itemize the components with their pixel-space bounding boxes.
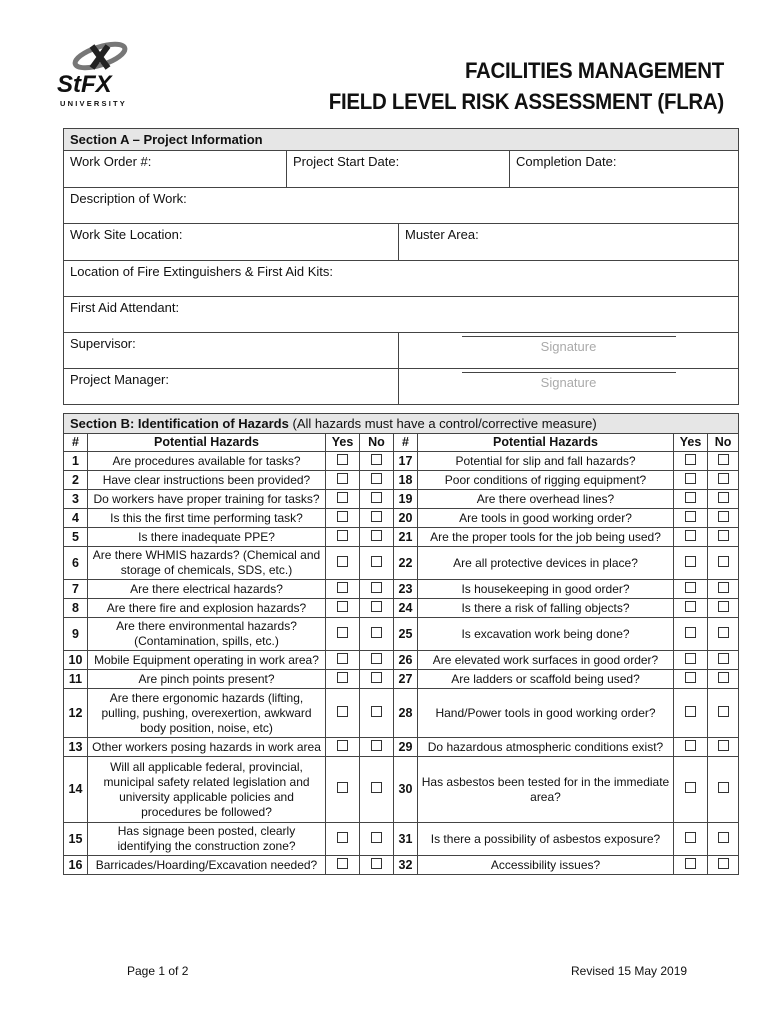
hazard-row bbox=[64, 618, 739, 651]
no-checkbox[interactable] bbox=[718, 627, 729, 638]
no-checkbox[interactable] bbox=[371, 858, 382, 869]
yes-cell bbox=[326, 689, 360, 738]
hazard-text: Are procedures available for tasks? bbox=[88, 452, 326, 471]
hazard-row bbox=[64, 823, 739, 856]
logo-subtitle: UNIVERSITY bbox=[60, 99, 128, 108]
hazard-row bbox=[64, 689, 739, 738]
page-title bbox=[329, 55, 724, 117]
project-manager-field[interactable]: Project Manager: bbox=[64, 369, 399, 405]
no-cell bbox=[708, 452, 739, 471]
hazard-text: Is there inadequate PPE? bbox=[88, 528, 326, 547]
section-b-table bbox=[63, 413, 739, 875]
hazard-row bbox=[64, 599, 739, 618]
hazard-number: 11 bbox=[64, 670, 88, 689]
fire-extinguisher-location-field[interactable]: Location of Fire Extinguishers & First Aid Kits: bbox=[64, 261, 739, 297]
yes-cell bbox=[326, 823, 360, 856]
no-cell bbox=[708, 471, 739, 490]
yes-cell bbox=[674, 757, 708, 823]
col-num-header: # bbox=[64, 434, 88, 452]
yes-checkbox[interactable] bbox=[337, 627, 348, 638]
hazard-row bbox=[64, 580, 739, 599]
yes-checkbox[interactable] bbox=[685, 556, 696, 567]
col-yes-header: Yes bbox=[674, 434, 708, 452]
signature-label: Signature bbox=[540, 375, 597, 390]
yes-cell bbox=[674, 547, 708, 580]
hazard-text: Have clear instructions been provided? bbox=[88, 471, 326, 490]
no-checkbox[interactable] bbox=[371, 492, 382, 503]
no-cell bbox=[708, 580, 739, 599]
no-cell bbox=[708, 738, 739, 757]
yes-cell bbox=[326, 618, 360, 651]
hazard-number: 22 bbox=[394, 547, 418, 580]
revision-date: Revised 15 May 2019 bbox=[571, 964, 688, 978]
no-cell bbox=[360, 670, 394, 689]
hazard-row bbox=[64, 757, 739, 823]
hazard-number: 13 bbox=[64, 738, 88, 757]
yes-checkbox[interactable] bbox=[685, 653, 696, 664]
hazard-text: Are there electrical hazards? bbox=[88, 580, 326, 599]
no-checkbox[interactable] bbox=[718, 473, 729, 484]
hazard-number: 30 bbox=[394, 757, 418, 823]
hazard-number: 9 bbox=[64, 618, 88, 651]
no-cell bbox=[360, 547, 394, 580]
no-cell bbox=[708, 689, 739, 738]
no-checkbox[interactable] bbox=[371, 473, 382, 484]
no-checkbox[interactable] bbox=[371, 582, 382, 593]
yes-checkbox[interactable] bbox=[337, 706, 348, 717]
yes-checkbox[interactable] bbox=[337, 832, 348, 843]
yes-cell bbox=[326, 452, 360, 471]
no-checkbox[interactable] bbox=[371, 511, 382, 522]
yes-cell bbox=[674, 670, 708, 689]
hazard-number: 5 bbox=[64, 528, 88, 547]
yes-checkbox[interactable] bbox=[337, 782, 348, 793]
hazard-text: Are all protective devices in place? bbox=[418, 547, 674, 580]
no-checkbox[interactable] bbox=[371, 556, 382, 567]
no-cell bbox=[360, 689, 394, 738]
hazard-text: Are elevated work surfaces in good order? bbox=[418, 651, 674, 670]
no-cell bbox=[708, 823, 739, 856]
yes-cell bbox=[674, 738, 708, 757]
yes-cell bbox=[326, 599, 360, 618]
yes-checkbox[interactable] bbox=[337, 858, 348, 869]
hazard-text: Is this the first time performing task? bbox=[88, 509, 326, 528]
hazard-row bbox=[64, 471, 739, 490]
hazard-number: 25 bbox=[394, 618, 418, 651]
hazard-row bbox=[64, 452, 739, 471]
no-cell bbox=[360, 509, 394, 528]
no-checkbox[interactable] bbox=[718, 530, 729, 541]
signature-label: Signature bbox=[540, 339, 597, 354]
logo-wordmark: StFX bbox=[57, 71, 112, 98]
no-checkbox[interactable] bbox=[718, 653, 729, 664]
col-no-header: No bbox=[708, 434, 739, 452]
hazard-number: 20 bbox=[394, 509, 418, 528]
yes-cell bbox=[326, 547, 360, 580]
no-checkbox[interactable] bbox=[718, 511, 729, 522]
hazard-text: Do workers have proper training for tasks? bbox=[88, 490, 326, 509]
yes-checkbox[interactable] bbox=[685, 582, 696, 593]
page-number: Page 1 of 2 bbox=[127, 964, 189, 978]
yes-checkbox[interactable] bbox=[337, 492, 348, 503]
hazard-text: Are the proper tools for the job being used? bbox=[418, 528, 674, 547]
col-no-header: No bbox=[360, 434, 394, 452]
no-checkbox[interactable] bbox=[718, 601, 729, 612]
no-cell bbox=[708, 547, 739, 580]
yes-checkbox[interactable] bbox=[685, 832, 696, 843]
hazard-number: 32 bbox=[394, 856, 418, 875]
yes-cell bbox=[326, 509, 360, 528]
supervisor-signature[interactable] bbox=[399, 333, 739, 369]
hazard-number: 28 bbox=[394, 689, 418, 738]
title-line-2: FIELD LEVEL RISK ASSESSMENT (FLRA) bbox=[328, 89, 724, 114]
yes-cell bbox=[674, 599, 708, 618]
yes-checkbox[interactable] bbox=[685, 473, 696, 484]
hazard-text: Potential for slip and fall hazards? bbox=[418, 452, 674, 471]
hazard-text: Are there fire and explosion hazards? bbox=[88, 599, 326, 618]
no-checkbox[interactable] bbox=[718, 454, 729, 465]
section-b-note: (All hazards must have a control/corrective measure) bbox=[292, 416, 597, 431]
hazard-row bbox=[64, 651, 739, 670]
title-line-1: FACILITIES MANAGEMENT bbox=[465, 58, 724, 83]
hazard-text: Will all applicable federal, provincial, municipal safety related legislation and university applicable policies and procedures be followed? bbox=[88, 757, 326, 823]
hazard-number: 1 bbox=[64, 452, 88, 471]
hazard-text: Barricades/Hoarding/Excavation needed? bbox=[88, 856, 326, 875]
no-cell bbox=[360, 651, 394, 670]
hazard-text: Mobile Equipment operating in work area? bbox=[88, 651, 326, 670]
first-aid-attendant-field[interactable]: First Aid Attendant: bbox=[64, 297, 739, 333]
hazard-text: Other workers posing hazards in work area bbox=[88, 738, 326, 757]
hazard-text: Is excavation work being done? bbox=[418, 618, 674, 651]
no-cell bbox=[360, 757, 394, 823]
hazard-row bbox=[64, 490, 739, 509]
yes-cell bbox=[326, 757, 360, 823]
no-checkbox[interactable] bbox=[371, 454, 382, 465]
yes-cell bbox=[674, 823, 708, 856]
supervisor-field[interactable]: Supervisor: bbox=[64, 333, 399, 369]
hazard-text: Hand/Power tools in good working order? bbox=[418, 689, 674, 738]
yes-cell bbox=[674, 528, 708, 547]
yes-cell bbox=[326, 738, 360, 757]
no-cell bbox=[708, 599, 739, 618]
hazard-number: 8 bbox=[64, 599, 88, 618]
hazard-number: 19 bbox=[394, 490, 418, 509]
yes-cell bbox=[674, 580, 708, 599]
hazard-number: 4 bbox=[64, 509, 88, 528]
yes-checkbox[interactable] bbox=[685, 858, 696, 869]
yes-checkbox[interactable] bbox=[685, 511, 696, 522]
hazard-row bbox=[64, 738, 739, 757]
hazard-text: Do hazardous atmospheric conditions exist? bbox=[418, 738, 674, 757]
no-cell bbox=[708, 757, 739, 823]
hazard-row bbox=[64, 670, 739, 689]
yes-checkbox[interactable] bbox=[337, 511, 348, 522]
hazard-number: 17 bbox=[394, 452, 418, 471]
no-cell bbox=[708, 618, 739, 651]
hazard-number: 7 bbox=[64, 580, 88, 599]
hazard-text: Are there ergonomic hazards (lifting, pulling, pushing, overexertion, awkward body position, noise, etc) bbox=[88, 689, 326, 738]
no-cell bbox=[708, 856, 739, 875]
work-order-field[interactable]: Work Order #: bbox=[64, 151, 287, 188]
yes-cell bbox=[674, 651, 708, 670]
no-cell bbox=[708, 670, 739, 689]
no-checkbox[interactable] bbox=[718, 832, 729, 843]
hazard-text: Are ladders or scaffold being used? bbox=[418, 670, 674, 689]
hazard-text: Is there a possibility of asbestos exposure? bbox=[418, 823, 674, 856]
hazard-number: 26 bbox=[394, 651, 418, 670]
yes-checkbox[interactable] bbox=[337, 473, 348, 484]
muster-area-field[interactable]: Muster Area: bbox=[399, 224, 739, 261]
hazard-text: Is there a risk of falling objects? bbox=[418, 599, 674, 618]
yes-checkbox[interactable] bbox=[337, 556, 348, 567]
hazard-text: Are there WHMIS hazards? (Chemical and storage of chemicals, SDS, etc.) bbox=[88, 547, 326, 580]
hazard-number: 31 bbox=[394, 823, 418, 856]
no-cell bbox=[708, 509, 739, 528]
no-cell bbox=[360, 580, 394, 599]
col-hazard-header: Potential Hazards bbox=[418, 434, 674, 452]
yes-checkbox[interactable] bbox=[337, 740, 348, 751]
no-checkbox[interactable] bbox=[371, 706, 382, 717]
hazard-row bbox=[64, 509, 739, 528]
completion-date-field[interactable]: Completion Date: bbox=[510, 151, 739, 188]
yes-cell bbox=[326, 670, 360, 689]
no-checkbox[interactable] bbox=[718, 672, 729, 683]
yes-cell bbox=[326, 471, 360, 490]
yes-checkbox[interactable] bbox=[337, 582, 348, 593]
no-cell bbox=[360, 738, 394, 757]
stfx-logo bbox=[56, 38, 128, 110]
col-yes-header: Yes bbox=[326, 434, 360, 452]
hazard-text: Has asbestos been tested for in the immediate area? bbox=[418, 757, 674, 823]
hazard-number: 3 bbox=[64, 490, 88, 509]
no-cell bbox=[708, 651, 739, 670]
hazard-number: 12 bbox=[64, 689, 88, 738]
hazard-number: 14 bbox=[64, 757, 88, 823]
yes-checkbox[interactable] bbox=[337, 653, 348, 664]
no-cell bbox=[360, 452, 394, 471]
yes-checkbox[interactable] bbox=[685, 627, 696, 638]
yes-checkbox[interactable] bbox=[337, 454, 348, 465]
no-cell bbox=[360, 528, 394, 547]
no-cell bbox=[360, 823, 394, 856]
yes-cell bbox=[326, 856, 360, 875]
yes-cell bbox=[674, 856, 708, 875]
hazard-row bbox=[64, 547, 739, 580]
no-cell bbox=[708, 528, 739, 547]
hazard-text: Are there overhead lines? bbox=[418, 490, 674, 509]
hazard-rows bbox=[64, 452, 739, 875]
yes-checkbox[interactable] bbox=[685, 601, 696, 612]
no-checkbox[interactable] bbox=[718, 782, 729, 793]
yes-cell bbox=[326, 580, 360, 599]
yes-checkbox[interactable] bbox=[685, 454, 696, 465]
no-checkbox[interactable] bbox=[718, 858, 729, 869]
section-a-table bbox=[63, 128, 739, 405]
yes-cell bbox=[674, 689, 708, 738]
hazard-text: Poor conditions of rigging equipment? bbox=[418, 471, 674, 490]
no-checkbox[interactable] bbox=[718, 492, 729, 503]
no-checkbox[interactable] bbox=[371, 530, 382, 541]
yes-cell bbox=[674, 471, 708, 490]
hazard-text: Are tools in good working order? bbox=[418, 509, 674, 528]
yes-checkbox[interactable] bbox=[685, 740, 696, 751]
no-cell bbox=[360, 490, 394, 509]
no-cell bbox=[360, 856, 394, 875]
hazard-number: 2 bbox=[64, 471, 88, 490]
section-b-title: Section B: Identification of Hazards bbox=[70, 416, 289, 431]
no-checkbox[interactable] bbox=[371, 740, 382, 751]
hazard-number: 18 bbox=[394, 471, 418, 490]
yes-checkbox[interactable] bbox=[337, 601, 348, 612]
yes-cell bbox=[674, 618, 708, 651]
hazard-text: Is housekeeping in good order? bbox=[418, 580, 674, 599]
yes-checkbox[interactable] bbox=[337, 672, 348, 683]
hazard-number: 6 bbox=[64, 547, 88, 580]
yes-checkbox[interactable] bbox=[685, 782, 696, 793]
project-manager-signature[interactable] bbox=[399, 369, 739, 405]
no-checkbox[interactable] bbox=[371, 653, 382, 664]
hazard-number: 15 bbox=[64, 823, 88, 856]
no-checkbox[interactable] bbox=[718, 556, 729, 567]
column-headers bbox=[64, 434, 739, 452]
hazard-number: 24 bbox=[394, 599, 418, 618]
col-hazard-header: Potential Hazards bbox=[88, 434, 326, 452]
hazard-text: Are there environmental hazards? (Contamination, spills, etc.) bbox=[88, 618, 326, 651]
no-cell bbox=[360, 618, 394, 651]
hazard-number: 16 bbox=[64, 856, 88, 875]
no-cell bbox=[360, 599, 394, 618]
section-b-heading bbox=[64, 414, 739, 434]
yes-checkbox[interactable] bbox=[685, 492, 696, 503]
hazard-number: 21 bbox=[394, 528, 418, 547]
yes-checkbox[interactable] bbox=[685, 530, 696, 541]
no-checkbox[interactable] bbox=[718, 740, 729, 751]
no-checkbox[interactable] bbox=[371, 672, 382, 683]
yes-checkbox[interactable] bbox=[685, 672, 696, 683]
no-cell bbox=[708, 490, 739, 509]
no-checkbox[interactable] bbox=[718, 706, 729, 717]
hazard-number: 10 bbox=[64, 651, 88, 670]
col-num-header: # bbox=[394, 434, 418, 452]
no-checkbox[interactable] bbox=[371, 832, 382, 843]
no-checkbox[interactable] bbox=[371, 601, 382, 612]
no-checkbox[interactable] bbox=[371, 782, 382, 793]
hazard-number: 27 bbox=[394, 670, 418, 689]
no-cell bbox=[360, 471, 394, 490]
hazard-text: Has signage been posted, clearly identifying the construction zone? bbox=[88, 823, 326, 856]
yes-cell bbox=[326, 490, 360, 509]
yes-cell bbox=[326, 651, 360, 670]
yes-cell bbox=[326, 528, 360, 547]
hazard-number: 23 bbox=[394, 580, 418, 599]
yes-cell bbox=[674, 452, 708, 471]
yes-cell bbox=[674, 490, 708, 509]
description-field[interactable]: Description of Work: bbox=[64, 188, 739, 224]
yes-cell bbox=[674, 509, 708, 528]
no-checkbox[interactable] bbox=[371, 627, 382, 638]
hazard-text: Accessibility issues? bbox=[418, 856, 674, 875]
hazard-text: Are pinch points present? bbox=[88, 670, 326, 689]
yes-checkbox[interactable] bbox=[685, 706, 696, 717]
yes-checkbox[interactable] bbox=[337, 530, 348, 541]
section-a-heading: Section A – Project Information bbox=[64, 129, 739, 151]
hazard-number: 29 bbox=[394, 738, 418, 757]
project-start-date-field[interactable]: Project Start Date: bbox=[287, 151, 510, 188]
work-site-location-field[interactable]: Work Site Location: bbox=[64, 224, 399, 261]
hazard-row bbox=[64, 856, 739, 875]
no-checkbox[interactable] bbox=[718, 582, 729, 593]
hazard-row bbox=[64, 528, 739, 547]
